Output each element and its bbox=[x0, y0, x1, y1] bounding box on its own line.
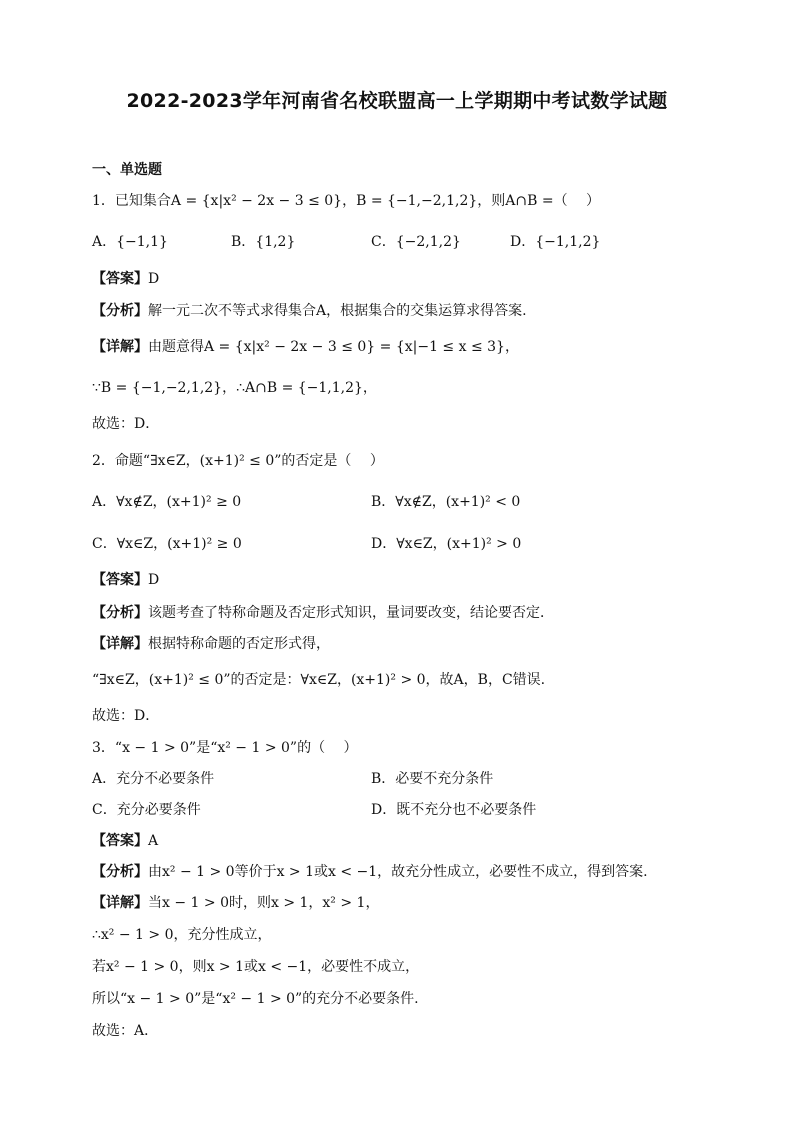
question-1-conclusion: 故选：D． bbox=[92, 416, 160, 432]
question-2-stem: 2．命题“∃x∈Z，(x+1)² ≤ 0”的否定是（ ） bbox=[92, 453, 384, 469]
analysis-text: 解一元二次不等式求得集合A，根据集合的交集运算求得答案. bbox=[148, 303, 527, 319]
question-2-answer bbox=[92, 570, 159, 590]
page-title: 2022-2023学年河南省名校联盟高一上学期期中考试数学试题 bbox=[126, 90, 668, 112]
question-2-option-c: C．∀x∈Z，(x+1)² ≥ 0 bbox=[92, 536, 242, 552]
detail-line: 当x − 1 > 0时，则x > 1，x² > 1， bbox=[148, 895, 380, 911]
answer-tag: 【答案】 bbox=[92, 271, 148, 287]
answer-value: D bbox=[148, 271, 160, 287]
answer-tag: 【答案】 bbox=[92, 833, 148, 849]
question-1-stem: 1．已知集合A = {x|x² − 2x − 3 ≤ 0}，B = {−1,−2,1,2}，则A∩B =（ ） bbox=[92, 193, 601, 209]
question-2-option-b: B．∀x∉Z，(x+1)² < 0 bbox=[371, 494, 521, 510]
question-3-option-a: A．充分不必要条件 bbox=[92, 771, 215, 787]
answer-value: D bbox=[148, 572, 160, 588]
question-1-option-a: A．{−1,1} bbox=[92, 234, 168, 250]
question-3-detail-line-4: 所以“x − 1 > 0”是“x² − 1 > 0”的充分不必要条件. bbox=[92, 991, 419, 1007]
question-1-analysis bbox=[92, 301, 527, 321]
question-1-detail bbox=[92, 337, 519, 357]
question-3-answer bbox=[92, 831, 158, 851]
question-3-option-c: C．充分必要条件 bbox=[92, 802, 201, 818]
detail-tag: 【详解】 bbox=[92, 895, 148, 911]
detail-tag: 【详解】 bbox=[92, 636, 148, 652]
analysis-text: 由x² − 1 > 0等价于x > 1或x < −1，故充分性成立，必要性不成立，得到答案. bbox=[148, 864, 648, 880]
question-3-detail bbox=[92, 893, 379, 913]
question-2-conclusion: 故选：D． bbox=[92, 708, 160, 724]
question-3-option-b: B．必要不充分条件 bbox=[371, 771, 494, 787]
analysis-text: 该题考查了特称命题及否定形式知识，量词要改变，结论要否定． bbox=[148, 605, 554, 621]
question-3-detail-line-2: ∴x² − 1 > 0，充分性成立， bbox=[92, 927, 272, 943]
question-3-analysis bbox=[92, 862, 648, 882]
question-2-analysis bbox=[92, 603, 554, 623]
question-1-option-c: C．{−2,1,2} bbox=[371, 234, 461, 250]
detail-tag: 【详解】 bbox=[92, 339, 148, 355]
detail-line: 由题意得A = {x|x² − 2x − 3 ≤ 0} = {x|−1 ≤ x ≤ 3}， bbox=[148, 339, 519, 355]
question-2-option-d: D．∀x∈Z，(x+1)² > 0 bbox=[371, 536, 522, 552]
question-3-detail-line-3: 若x² − 1 > 0，则x > 1或x < −1，必要性不成立， bbox=[92, 959, 420, 975]
question-1-option-b: B．{1,2} bbox=[231, 234, 296, 250]
question-3-option-d: D．既不充分也不必要条件 bbox=[371, 802, 537, 818]
detail-line: 根据特称命题的否定形式得， bbox=[148, 636, 330, 652]
question-2-detail bbox=[92, 634, 330, 654]
section-heading: 一、单选题 bbox=[92, 162, 162, 178]
question-1-answer bbox=[92, 269, 159, 289]
question-2-option-a: A．∀x∉Z，(x+1)² ≥ 0 bbox=[92, 494, 242, 510]
analysis-tag: 【分析】 bbox=[92, 864, 148, 880]
answer-value: A bbox=[148, 833, 159, 849]
analysis-tag: 【分析】 bbox=[92, 605, 148, 621]
question-2-detail-line-2: “∃x∈Z，(x+1)² ≤ 0”的否定是：∀x∈Z，(x+1)² > 0，故A，B，C错误. bbox=[92, 672, 546, 688]
question-3-stem: 3．“x − 1 > 0”是“x² − 1 > 0”的（ ） bbox=[92, 740, 358, 756]
analysis-tag: 【分析】 bbox=[92, 303, 148, 319]
question-1-detail-line-2: ∵B = {−1,−2,1,2}，∴A∩B = {−1,1,2}， bbox=[92, 380, 377, 396]
answer-tag: 【答案】 bbox=[92, 572, 148, 588]
question-3-conclusion: 故选：A． bbox=[92, 1023, 159, 1039]
question-1-option-d: D．{−1,1,2} bbox=[510, 234, 601, 250]
